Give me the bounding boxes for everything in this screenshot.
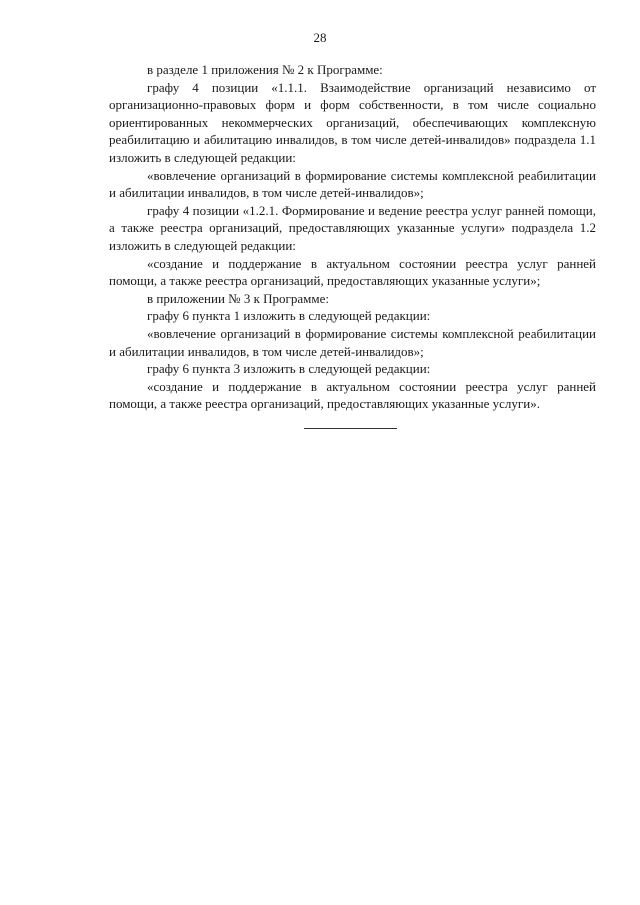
paragraph-point-3-new-text: «создание и поддержание в актуальном состоянии реестра услуг ранней помощи, а также реестра организаций, предоставляющих указанные услуги». <box>109 378 596 412</box>
paragraph-appendix-3-intro: в приложении № 3 к Программе: <box>147 290 329 306</box>
end-of-text-rule <box>304 428 397 429</box>
paragraph-point-1-new-text: «вовлечение организаций в формирование системы комплексной реабилитации и абилитации инвалидов, в том числе детей-инвалидов»; <box>109 325 596 359</box>
paragraph-section-1-intro: в разделе 1 приложения № 2 к Программе: <box>147 62 383 77</box>
paragraph-item-1-1-1: графу 4 позиции «1.1.1. Взаимодействие организаций независимо от организационно-правовых форм и форм собственности, в том числе социально ориентированных некоммерческих организаций, обеспечивающих комплексную реабилитацию и абилитацию инвалидов, в том числе детей-инвалидов» подраздела 1.1 изложить в следующей редакции: <box>109 79 596 165</box>
paragraph-item-1-2-1: графу 4 позиции «1.2.1. Формирование и ведение реестра услуг ранней помощи, а также реестра организаций, предоставляющих указанные услуги» подраздела 1.2 изложить в следующей редакции: <box>109 202 596 253</box>
paragraph-item-1-1-1-new-text: «вовлечение организаций в формирование системы комплексной реабилитации и абилитации инвалидов, в том числе детей-инвалидов»; <box>109 167 596 201</box>
paragraph-item-1-2-1-new-text: «создание и поддержание в актуальном состоянии реестра услуг ранней помощи, а также реестра организаций, предоставляющих указанные услуги»; <box>109 255 596 289</box>
paragraph-point-3: графу 6 пункта 3 изложить в следующей редакции: <box>147 361 431 377</box>
paragraph-point-1: графу 6 пункта 1 изложить в следующей редакции: <box>147 308 431 324</box>
document-body <box>109 61 596 413</box>
page-number: 28 <box>313 30 327 45</box>
